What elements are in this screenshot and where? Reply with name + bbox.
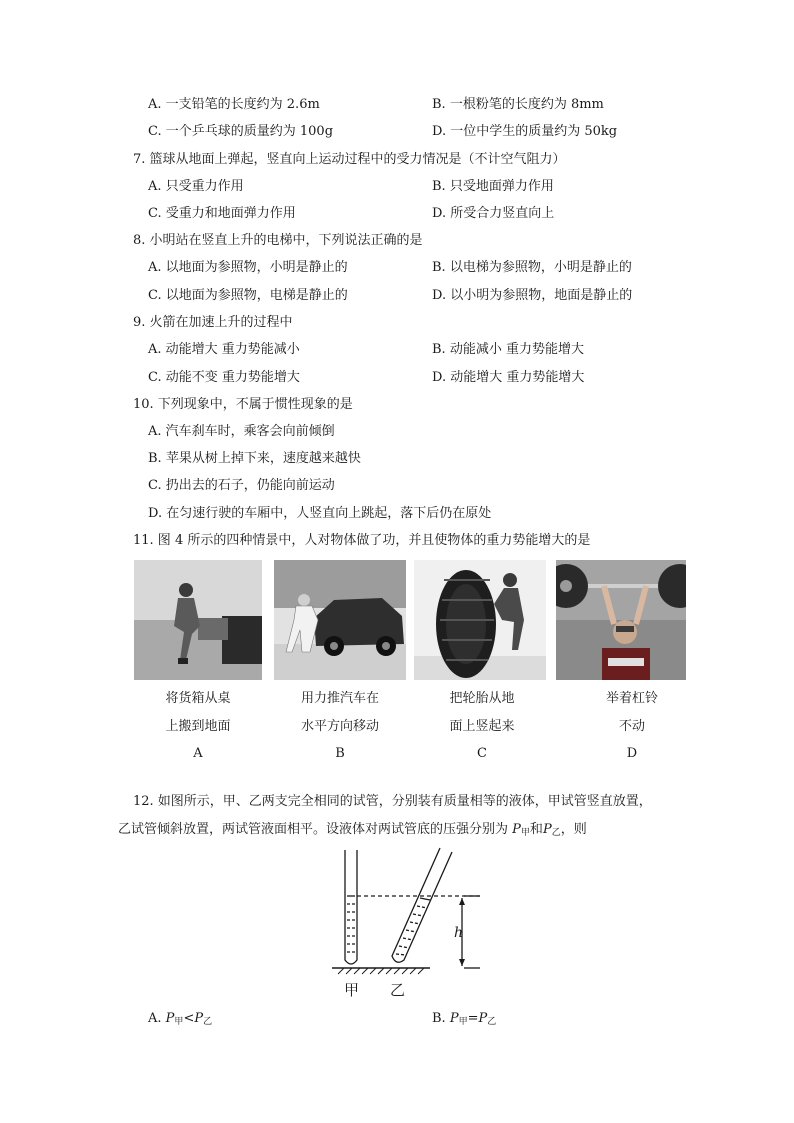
q8-option-a: A. 以地面为参照物，小明是静止的: [148, 260, 348, 275]
photo-d-barbell: [556, 560, 686, 680]
q8-option-c: C. 以地面为参照物，电梯是静止的: [148, 288, 348, 303]
caption-a-line2: 上搬到地面: [165, 719, 231, 734]
q12-stem-line1: 12. 如图所示，甲、乙两支完全相同的试管，分别装有质量相等的液体，甲试管竖直放置，: [133, 794, 652, 809]
q6-option-b: B. 一根粉笔的长度约为 8mm: [432, 97, 604, 112]
q10-option-c: C. 扔出去的石子，仍能向前运动: [148, 478, 335, 493]
q8-stem: 8. 小明站在竖直上升的电梯中，下列说法正确的是: [133, 233, 423, 248]
q6-option-c: C. 一个乒乓球的质量约为 100g: [148, 124, 334, 139]
caption-d-line2: 不动: [618, 719, 645, 734]
test-tube-diagram: [320, 842, 500, 1002]
caption-b-line2: 水平方向移动: [300, 719, 379, 734]
q11-stem: 11. 图 4 所示的四种情景中，人对物体做了功，并且使物体的重力势能增大的是: [133, 533, 591, 548]
q9-stem: 9. 火箭在加速上升的过程中: [133, 315, 293, 330]
caption-d-line1: 举着杠铃: [605, 691, 658, 706]
diagram-jia-label: 甲: [344, 981, 360, 999]
caption-a-line1: 将货箱从桌: [165, 691, 231, 706]
q8-option-d: D. 以小明为参照物，地面是静止的: [432, 288, 633, 303]
caption-d-letter: D: [626, 746, 638, 761]
q9-option-a: A. 动能增大 重力势能减小: [148, 342, 300, 357]
q7-stem: 7. 篮球从地面上弹起，竖直向上运动过程中的受力情况是（不计空气阻力）: [133, 152, 566, 167]
q7-option-b: B. 只受地面弹力作用: [432, 179, 554, 194]
diagram-yi-label: 乙: [390, 981, 406, 999]
photo-c-tire: [414, 560, 546, 680]
q12-option-a: A. $P_甲<P_乙$: [148, 1011, 213, 1027]
q6-option-a: A. 一支铅笔的长度约为 2.6m: [148, 97, 320, 112]
q10-option-a: A. 汽车刹车时，乘客会向前倾倒: [148, 424, 335, 439]
caption-a-letter: A: [193, 746, 203, 761]
caption-b-letter: B: [335, 746, 345, 761]
q10-option-d: D. 在匀速行驶的车厢中，人竖直向上跳起，落下后仍在原处: [148, 506, 492, 521]
caption-c-line1: 把轮胎从地: [449, 691, 515, 706]
photo-b-car: [274, 560, 406, 680]
photo-a-box: [134, 560, 262, 680]
q12-stem-line2: 乙试管倾斜放置，两试管液面相平。设液体对两试管底的压强分别为 $P_甲$和$P_乙$，则: [118, 822, 587, 838]
caption-b-line1: 用力推汽车在: [300, 691, 379, 706]
q7-option-d: D. 所受合力竖直向上: [432, 206, 555, 221]
q10-option-b: B. 苹果从树上掉下来，速度越来越快: [148, 451, 361, 466]
q6-option-d: D. 一位中学生的质量约为 50kg: [432, 124, 618, 139]
q7-option-c: C. 受重力和地面弹力作用: [148, 206, 296, 221]
q9-option-c: C. 动能不变 重力势能增大: [148, 370, 300, 385]
q9-option-b: B. 动能减小 重力势能增大: [432, 342, 584, 357]
q12-option-b: B. $P_甲=P_乙$: [432, 1011, 497, 1027]
caption-c-line2: 面上竖起来: [449, 719, 515, 734]
q10-stem: 10. 下列现象中，不属于惯性现象的是: [133, 397, 353, 412]
q8-option-b: B. 以电梯为参照物，小明是静止的: [432, 260, 632, 275]
diagram-h-label: h: [454, 925, 464, 941]
q9-option-d: D. 动能增大 重力势能增大: [432, 370, 585, 385]
q7-option-a: A. 只受重力作用: [148, 179, 244, 194]
caption-c-letter: C: [477, 746, 487, 761]
